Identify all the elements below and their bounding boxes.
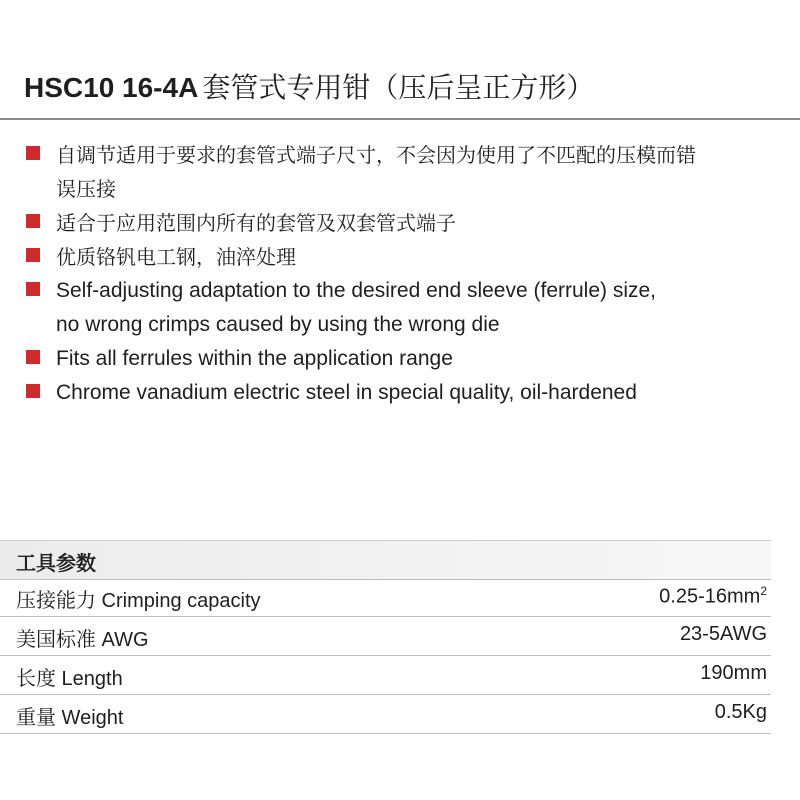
spec-value: 190mm — [700, 662, 767, 684]
spec-label: 重量 Weight — [16, 707, 124, 729]
feature-line: Self-adjusting adaptation to the desired end sleeve (ferrule) size, — [56, 279, 657, 302]
feature-line: 自调节适用于要求的套管式端子尺寸，不会因为使用了不匹配的压模而错 — [56, 143, 696, 167]
spec-value-text: 0.25-16mm — [659, 585, 761, 608]
feature-item — [24, 138, 784, 206]
spec-table — [0, 578, 771, 734]
spec-value: 23-5AWG — [679, 623, 767, 645]
title-divider — [0, 118, 800, 120]
feature-item — [24, 376, 784, 410]
page-title — [24, 66, 594, 106]
product-name-cn: 套管式专用钳（压后呈正方形） — [202, 72, 595, 103]
feature-line: Fits all ferrules within the application range — [56, 347, 453, 370]
model-number: HSC10 16-4A — [24, 72, 199, 103]
feature-item — [24, 240, 784, 274]
feature-line: 适合于应用范围内所有的套管及双套管式端子 — [56, 211, 456, 235]
spec-label: 压接能力 Crimping capacity — [16, 590, 261, 612]
bullet-square-icon — [26, 214, 40, 228]
feature-item — [24, 274, 784, 342]
spec-header-label: 工具参数 — [16, 551, 96, 575]
bullet-square-icon — [26, 146, 40, 160]
feature-line: Chrome vanadium electric steel in special quality, oil-hardened — [56, 381, 637, 404]
spec-label: 长度 Length — [16, 668, 123, 690]
feature-list — [24, 138, 784, 410]
spec-row — [0, 695, 771, 734]
bullet-square-icon — [26, 248, 40, 262]
spec-row — [0, 656, 771, 695]
feature-line: 优质铬钒电工钢，油淬处理 — [56, 245, 296, 269]
spec-table-header — [0, 540, 771, 580]
spec-value: 0.5Kg — [714, 701, 767, 723]
feature-line: no wrong crimps caused by using the wrong die — [56, 313, 500, 336]
spec-value-superscript: 2 — [760, 584, 767, 598]
spec-row — [0, 578, 771, 617]
spec-row — [0, 617, 771, 656]
bullet-square-icon — [26, 384, 40, 398]
feature-item — [24, 206, 784, 240]
feature-line: 误压接 — [56, 177, 116, 201]
bullet-square-icon — [26, 282, 40, 296]
spec-value — [659, 584, 767, 609]
spec-label: 美国标准 AWG — [16, 629, 149, 651]
bullet-square-icon — [26, 350, 40, 364]
feature-item — [24, 342, 784, 376]
